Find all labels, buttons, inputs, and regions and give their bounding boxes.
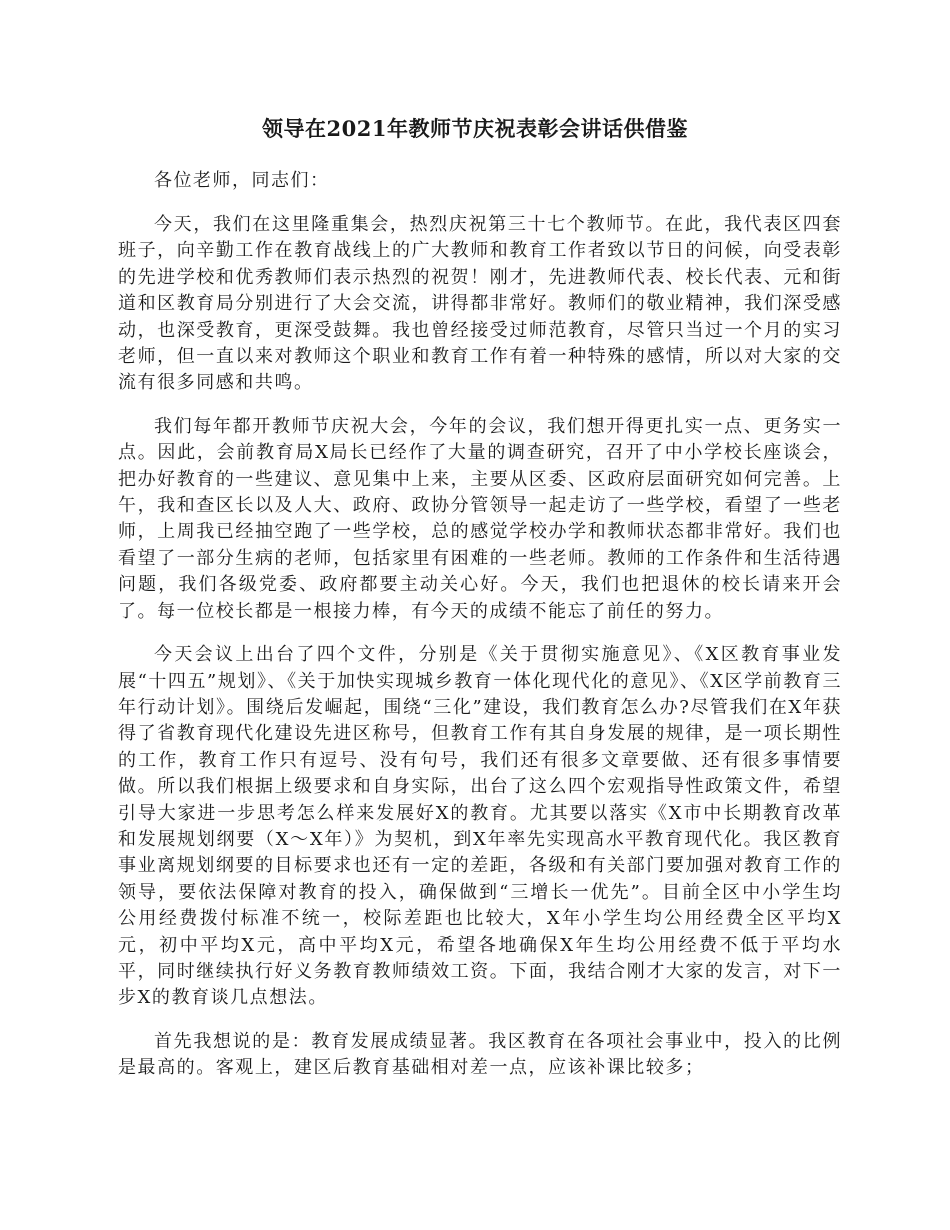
paragraph-4: 首先我想说的是：教育发展成绩显著。我区教育在各项社会事业中，投入的比例是最高的。客观上，建区后教育基础相对差一点，应该补课比较多； — [118, 1030, 842, 1079]
salutation: 各位老师，同志们： — [154, 170, 330, 191]
document-title: 领导在2021年教师节庆祝表彰会讲话供借鉴 — [262, 116, 688, 141]
paragraph-1: 今天，我们在这里隆重集会，热烈庆祝第三十七个教师节。在此，我代表区四套班子，向辛勤工作在教育战线上的广大教师和教育工作者致以节日的问候，向受表彰的先进学校和优秀教师们表示热烈的祝贺！刚才，先进教师代表、校长代表、元和街道和区教育局分别进行了大会交流，讲得都非常好。教师们的敬业精神，我们深受感动，也深受教育，更深受鼓舞。我也曾经接受过师范教育，尽管只当过一个月的实习老师，但一直以来对教师这个职业和教育工作有着一种特殊的感情，所以对大家的交流有很多同感和共鸣。 — [118, 214, 842, 394]
document-body — [118, 168, 842, 1099]
paragraph-3: 今天会议上出台了四个文件，分别是《关于贯彻实施意见》、《X区教育事业发展“十四五”规划》、《关于加快实现城乡教育一体化现代化的意见》、《X区学前教育三年行动计划》。围绕后发崛起，围绕“三化”建设，我们教育怎么办?尽管我们在X年获得了省教育现代化建设先进区称号，但教育工作有其自身发展的规律，是一项长期性的工作，教育工作只有逗号、没有句号，我们还有很多文章要做、还有很多事情要做。所以我们根据上级要求和自身实际，出台了这么四个宏观指导性政策文件，希望引导大家进一步思考怎么样来发展好X的教育。尤其要以落实《X市中长期教育改革和发展规划纲要（X～X年）》为契机，到X年率先实现高水平教育现代化。我区教育事业离规划纲要的目标要求也还有一定的差距，各级和有关部门要加强对教育工作的领导，要依法保障对教育的投入，确保做到“三增长一优先”。目前全区中小学生均公用经费拨付标准不统一，校际差距也比较大，X年小学生均公用经费全区平均X元，初中平均X元，高中平均X元，希望各地确保X年生均公用经费不低于平均水平，同时继续执行好义务教育教师绩效工资。下面，我结合刚才大家的发言，对下一步X的教育谈几点想法。 — [118, 644, 842, 1009]
paragraph-2: 我们每年都开教师节庆祝大会，今年的会议，我们想开得更扎实一点、更务实一点。因此，会前教育局X局长已经作了大量的调查研究，召开了中小学校长座谈会，把办好教育的一些建议、意见集中上来，主要从区委、区政府层面研究如何完善。上午，我和查区长以及人大、政府、政协分管领导一起走访了一些学校，看望了一些老师，上周我已经抽空跑了一些学校，总的感觉学校办学和教师状态都非常好。我们也看望了一部分生病的老师，包括家里有困难的一些老师。教师的工作条件和生活待遇问题，我们各级党委、政府都要主动关心好。今天，我们也把退休的校长请来开会了。每一位校长都是一根接力棒，有今天的成绩不能忘了前任的努力。 — [118, 415, 842, 622]
